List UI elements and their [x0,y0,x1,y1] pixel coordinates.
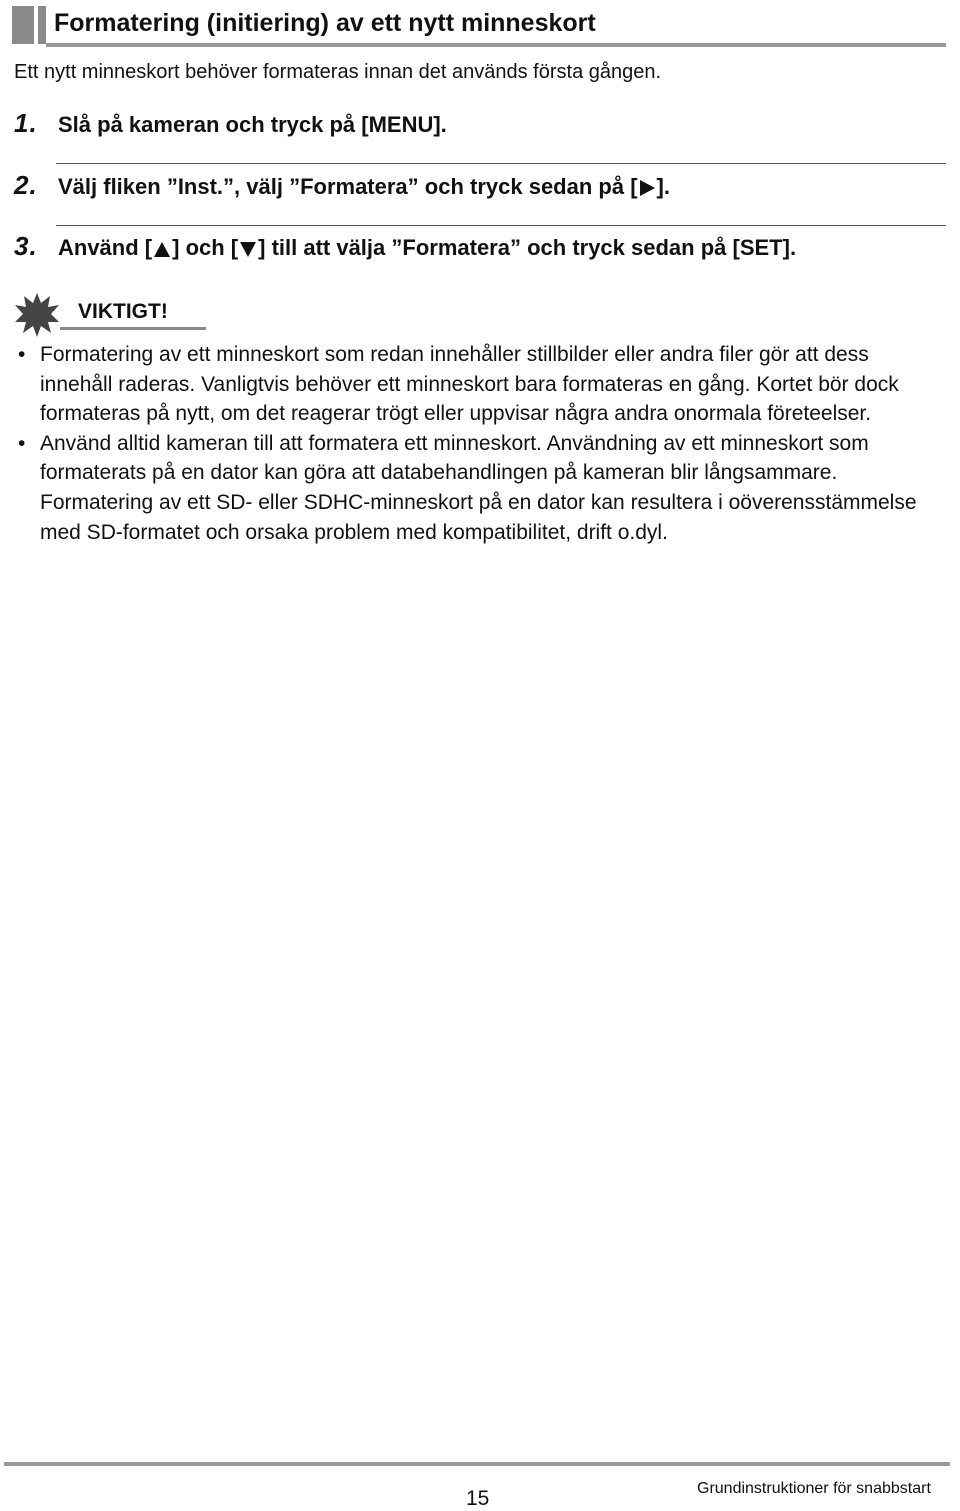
section-header [12,4,946,48]
step-text: Välj fliken ”Inst.”, välj ”Formatera” och tryck sedan på [ ]. [58,174,670,199]
intro-text: Ett nytt minneskort behöver formateras innan det används första gången. [14,61,662,83]
important-label: VIKTIGT! [78,300,168,323]
triangle-down-icon [240,242,256,257]
header-bar-marker [12,6,34,44]
step-number: 3. [14,231,38,261]
header-bar-marker-thin [38,6,46,44]
warning-burst-icon [14,292,60,338]
step-text: Slå på kameran och tryck på [MENU]. [58,112,447,137]
step-text: Använd [ ] och [ ] till att välja ”Formatera” och tryck sedan på [SET]. [58,235,797,260]
important-underline [60,327,206,330]
footer-divider [4,1462,950,1466]
bullet-marker: • [18,431,26,455]
step-number: 1. [14,108,38,138]
step-number: 2. [14,170,38,200]
bullet-text: Använd alltid kameran till att formatera ett minneskort. Användning av ett minneskort som formaterats på en dator kan göra att databehandlingen på kameran blir långsammare. Formatering av ett SD- eller SDHC-minneskort på en dator kan resultera i oöverensstämmelse med SD-formatet och orsaka problem med kompatibilitet, drift o.dyl. [40,431,917,544]
step-divider [56,163,946,164]
list-item [18,340,938,429]
bullet-marker: • [18,343,26,366]
section-title: Formatering (initiering) av ett nytt minneskort [54,9,596,37]
page-number: 15 [466,1487,490,1510]
list-item [18,429,938,547]
important-bullet-list [18,340,938,547]
bullet-text: Formatering av ett minneskort som redan innehåller stillbilder eller andra filer gör att dess innehåll raderas. Vanligtvis behöver ett minneskort bara formateras en gång. Kortet bör dock formateras på nytt, om det reagerar trögt eller uppvisar några andra onormala företeelser. [40,343,899,426]
triangle-right-icon [640,180,655,196]
header-underline [46,43,946,47]
step-divider [56,225,946,226]
footer-title: Grundinstruktioner för snabbstart [697,1480,931,1497]
triangle-up-icon [154,242,170,257]
